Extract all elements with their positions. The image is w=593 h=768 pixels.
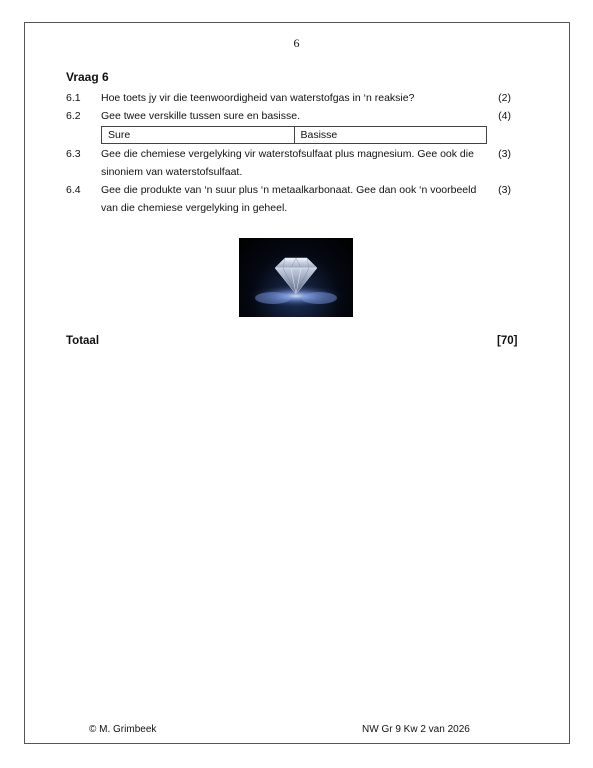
total-marks: [70] xyxy=(497,335,518,347)
question-marks: (3) xyxy=(498,184,511,196)
question-text: Hoe toets jy vir die teenwoordigheid van waterstofgas in ‘n reaksie? xyxy=(101,92,415,104)
diamond-image xyxy=(239,238,353,317)
question-number: 6.2 xyxy=(66,110,81,122)
page-number: 6 xyxy=(293,36,300,50)
question-number: 6.1 xyxy=(66,92,81,104)
table-header-basisse: Basisse xyxy=(294,127,487,143)
question-text-line-1: Gee die produkte van ‘n suur plus ‘n metaalkarbonaat. Gee dan ook ‘n voorbeeld xyxy=(101,184,477,196)
question-text: Gee twee verskille tussen sure en basisse. xyxy=(101,110,301,122)
question-number: 6.3 xyxy=(66,148,81,160)
question-marks: (4) xyxy=(498,110,511,122)
question-text-line-1: Gee die chemiese vergelyking vir waterstofsulfaat plus magnesium. Gee ook die xyxy=(101,148,474,160)
table-header-sure: Sure xyxy=(108,129,131,141)
question-marks: (2) xyxy=(498,92,511,104)
answer-table xyxy=(101,126,487,144)
diamond-icon xyxy=(239,238,353,317)
footer-doc-info: NW Gr 9 Kw 2 van 2026 xyxy=(362,724,470,735)
footer-copyright: © M. Grimbeek xyxy=(89,724,157,735)
question-text-line-2: van die chemiese vergelyking in geheel. xyxy=(101,202,288,214)
total-label: Totaal xyxy=(66,335,100,347)
question-number: 6.4 xyxy=(66,184,81,196)
question-marks: (3) xyxy=(498,148,511,160)
question-heading: Vraag 6 xyxy=(66,70,109,84)
question-text-line-2: sinoniem van waterstofsulfaat. xyxy=(101,166,243,178)
